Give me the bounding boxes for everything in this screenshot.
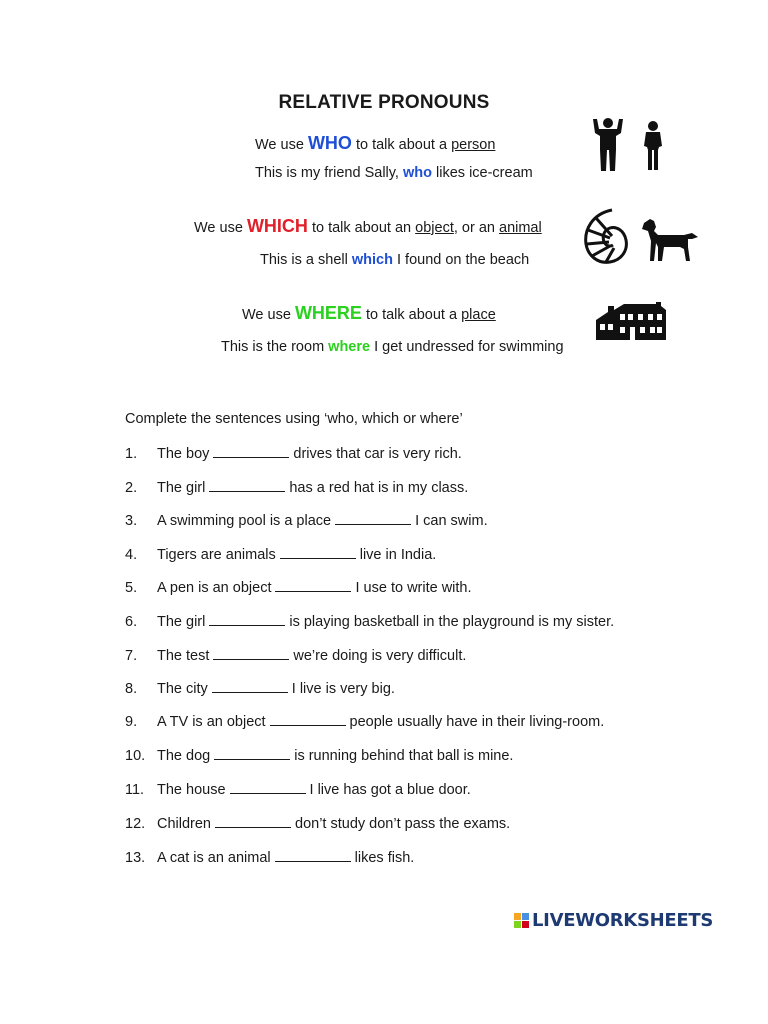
exercise-number: 13. <box>125 850 146 866</box>
exercise-text: A TV is an object <box>157 714 266 730</box>
exercise-item <box>125 512 488 529</box>
exercise-number: 10. <box>125 748 146 764</box>
person-silhouette-icon <box>590 117 626 173</box>
exercise-text: don’t study don’t pass the exams. <box>295 816 511 832</box>
answer-blank[interactable] <box>230 781 306 794</box>
exercise-item <box>125 647 466 664</box>
exercise-text: live in India. <box>359 547 437 563</box>
exercise-text: The house <box>157 782 226 798</box>
exercise-text: I use to write with. <box>355 580 472 596</box>
rule-who-definition <box>255 133 495 154</box>
underlined-word: object <box>415 220 454 236</box>
exercise-text: I live has got a blue door. <box>309 782 471 798</box>
page-title: RELATIVE PRONOUNS <box>278 92 490 113</box>
exercise-number: 5. <box>125 580 138 596</box>
exercise-text: we’re doing is very difficult. <box>293 648 467 664</box>
brand-square <box>514 921 521 928</box>
instruction-text: Complete the sentences using ‘who, which or where’ <box>125 411 463 427</box>
answer-blank[interactable] <box>335 512 411 525</box>
keyword-where: WHERE <box>294 303 362 323</box>
rule-text: to talk about an <box>307 220 416 236</box>
answer-blank[interactable] <box>213 647 289 660</box>
exercise-item <box>125 613 614 630</box>
exercise-item <box>125 579 472 596</box>
answer-blank[interactable] <box>275 579 351 592</box>
exercise-text: A pen is an object <box>157 580 272 596</box>
rule-who-example <box>255 165 533 181</box>
exercise-text: Children <box>157 816 211 832</box>
exercise-text: The test <box>157 648 210 664</box>
exercise-item <box>125 680 395 697</box>
exercise-text: The dog <box>157 748 211 764</box>
exercise-number: 3. <box>125 513 138 529</box>
rule-where-example <box>221 339 564 355</box>
exercise-text: A cat is an animal <box>157 850 271 866</box>
exercise-number: 4. <box>125 547 138 563</box>
exercise-text: The boy <box>157 446 210 462</box>
exercise-text: I live is very big. <box>291 681 395 697</box>
example-keyword: where <box>328 339 371 355</box>
exercise-item <box>125 713 604 730</box>
answer-blank[interactable] <box>209 613 285 626</box>
exercise-number: 2. <box>125 480 138 496</box>
liveworksheets-logo[interactable] <box>514 909 713 931</box>
exercise-text: people usually have in their living-room. <box>349 714 605 730</box>
example-text: I found on the beach <box>392 252 530 268</box>
exercise-item <box>125 849 414 866</box>
exercise-number: 1. <box>125 446 138 462</box>
example-text: This is the room <box>221 339 329 355</box>
brand-square <box>514 913 521 920</box>
answer-blank[interactable] <box>270 713 346 726</box>
exercise-text: The city <box>157 681 208 697</box>
exercise-text: likes fish. <box>354 850 415 866</box>
house-silhouette-icon <box>594 300 670 342</box>
exercise-text: has a red hat is in my class. <box>289 480 469 496</box>
rule-text: , or an <box>453 220 499 236</box>
exercise-number: 11. <box>125 782 145 798</box>
example-text: This is my friend Sally, <box>255 165 403 181</box>
exercise-text: The girl <box>157 480 206 496</box>
answer-blank[interactable] <box>213 445 289 458</box>
answer-blank[interactable] <box>280 546 356 559</box>
exercise-number: 7. <box>125 648 138 664</box>
exercise-number: 12. <box>125 816 146 832</box>
exercise-number: 9. <box>125 714 138 730</box>
keyword-who: WHO <box>307 133 352 153</box>
example-keyword: who <box>403 165 432 181</box>
brand-square <box>522 921 529 928</box>
exercise-item <box>125 815 510 832</box>
rule-which-example <box>260 252 529 268</box>
exercise-item <box>125 546 436 563</box>
answer-blank[interactable] <box>214 747 290 760</box>
answer-blank[interactable] <box>212 680 288 693</box>
exercise-text: drives that car is very rich. <box>293 446 462 462</box>
brand-text: LIVEWORKSHEETS <box>532 909 714 931</box>
child-silhouette-icon <box>641 120 665 172</box>
example-text: likes ice-cream <box>432 165 533 181</box>
dog-silhouette-icon <box>640 217 700 263</box>
brand-mark-icon <box>514 913 529 928</box>
exercise-item <box>125 781 471 798</box>
exercise-text: is playing basketball in the playground is my sister. <box>289 614 615 630</box>
rule-which-definition <box>194 216 542 237</box>
rule-text: to talk about a <box>361 307 462 323</box>
answer-blank[interactable] <box>275 849 351 862</box>
exercise-item <box>125 747 513 764</box>
underlined-word: place <box>461 307 496 323</box>
rule-text: We use <box>242 307 295 323</box>
exercise-text: The girl <box>157 614 206 630</box>
exercise-text: I can swim. <box>415 513 488 529</box>
example-text: This is a shell <box>260 252 352 268</box>
rule-where-definition <box>242 303 496 324</box>
exercise-item <box>125 479 468 496</box>
underlined-word: animal <box>499 220 542 236</box>
exercise-item <box>125 445 462 462</box>
exercise-text: A swimming pool is a place <box>157 513 332 529</box>
nautilus-shell-icon <box>582 206 630 266</box>
exercise-text: is running behind that ball is mine. <box>294 748 514 764</box>
exercise-text: Tigers are animals <box>157 547 276 563</box>
example-keyword: which <box>351 252 393 268</box>
answer-blank[interactable] <box>209 479 285 492</box>
answer-blank[interactable] <box>215 815 291 828</box>
rule-text: We use <box>194 220 247 236</box>
exercise-number: 8. <box>125 681 138 697</box>
keyword-which: WHICH <box>246 216 308 236</box>
rule-text: to talk about a <box>351 137 452 153</box>
example-text: I get undressed for swimming <box>370 339 564 355</box>
rule-text: We use <box>255 137 308 153</box>
exercise-number: 6. <box>125 614 138 630</box>
brand-square <box>522 913 529 920</box>
underlined-word: person <box>451 137 496 153</box>
